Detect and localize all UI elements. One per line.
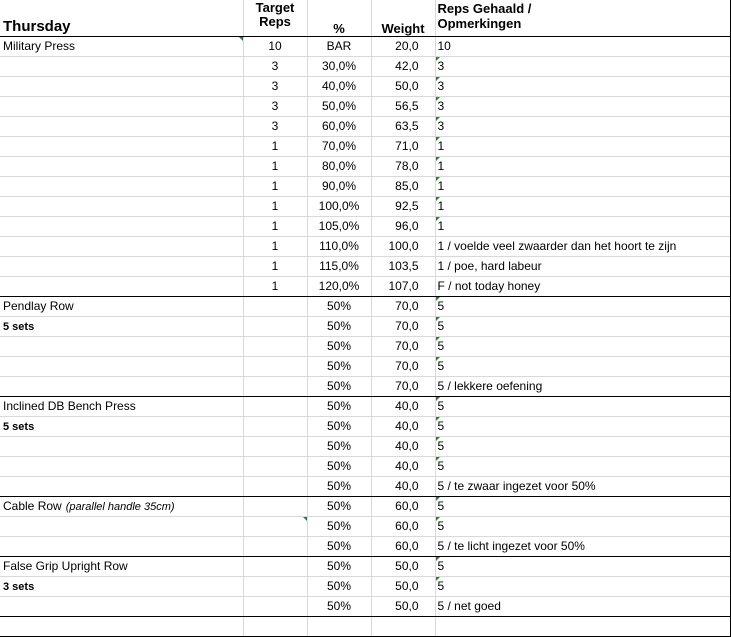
exercise-empty-cell[interactable] [0,516,243,536]
table-row [0,476,730,496]
table-row [0,76,730,96]
percent-cell[interactable]: 50% [307,456,371,476]
table-row [0,96,730,116]
table-row [0,216,730,236]
exercise-empty-cell[interactable] [0,236,243,256]
exercise-sets-cell[interactable] [0,576,243,596]
table-row [0,276,730,296]
exercise-empty-cell[interactable] [0,56,243,76]
target-reps-header-line1: Target [255,0,295,15]
result-cell[interactable]: 1 [435,196,730,216]
table-row [0,576,730,596]
exercise-empty-cell[interactable] [0,196,243,216]
weight-cell[interactable]: 60,0 [371,516,435,536]
weight-cell[interactable]: 50,0 [371,556,435,576]
percent-cell[interactable]: 50% [307,436,371,456]
weight-cell[interactable]: 78,0 [371,156,435,176]
exercise-empty-cell[interactable] [0,116,243,136]
result-cell[interactable]: 5 / net goed [435,596,730,616]
result-header-line1: Reps Gehaald / [437,1,532,16]
exercise-empty-cell[interactable] [0,376,243,396]
exercise-empty-cell[interactable] [0,436,243,456]
percent-cell[interactable]: 100,0% [307,196,371,216]
weight-cell[interactable]: 70,0 [371,296,435,316]
target-reps-cell[interactable] [243,356,307,376]
percent-cell[interactable]: 50% [307,536,371,556]
exercise-empty-cell[interactable] [0,176,243,196]
exercise-empty-cell[interactable] [0,76,243,96]
target-reps-cell[interactable]: 1 [243,256,307,276]
percent-cell[interactable]: 50% [307,556,371,576]
table-row [0,236,730,256]
exercise-sets: 5 sets [3,421,35,433]
exercise-empty-cell[interactable] [0,96,243,116]
result-cell[interactable]: 5 [435,396,730,416]
weight-cell[interactable]: 70,0 [371,336,435,356]
weight-cell[interactable]: 50,0 [371,576,435,596]
weight-cell[interactable]: 40,0 [371,476,435,496]
target-reps-cell[interactable]: 1 [243,176,307,196]
percent-cell[interactable]: 50% [307,376,371,396]
table-row [0,456,730,476]
empty-row [0,616,730,636]
target-reps-header[interactable] [243,0,307,36]
exercise-name-cell[interactable] [0,396,243,416]
empty-cell[interactable] [371,616,435,636]
percent-cell[interactable]: 50,0% [307,96,371,116]
table-row [0,176,730,196]
target-reps-cell[interactable]: 3 [243,76,307,96]
result-cell[interactable]: 1 [435,156,730,176]
table-row [0,536,730,556]
weight-cell[interactable]: 70,0 [371,356,435,376]
table-row [0,416,730,436]
result-cell[interactable]: 5 / te zwaar ingezet voor 50% [435,476,730,496]
exercise-name: False Grip Upright Row [3,559,128,573]
exercise-name: Pendlay Row [3,299,74,313]
table-row [0,156,730,176]
result-cell[interactable]: 5 / te licht ingezet voor 50% [435,536,730,556]
percent-cell[interactable]: 40,0% [307,76,371,96]
target-reps-cell[interactable] [243,596,307,616]
result-header[interactable] [435,0,730,36]
percent-cell[interactable]: 115,0% [307,256,371,276]
target-reps-cell[interactable] [243,536,307,556]
target-reps-cell[interactable] [243,516,307,536]
percent-cell[interactable]: 50% [307,496,371,516]
result-cell[interactable]: 3 [435,96,730,116]
weight-cell[interactable]: 100,0 [371,236,435,256]
weight-cell[interactable]: 107,0 [371,276,435,296]
percent-cell[interactable]: 50% [307,396,371,416]
table-row [0,356,730,376]
weight-cell[interactable]: 103,5 [371,256,435,276]
exercise-name-cell[interactable] [0,36,243,56]
weight-cell[interactable]: 71,0 [371,136,435,156]
target-reps-cell[interactable]: 10 [243,36,307,56]
table-row [0,136,730,156]
exercise-empty-cell[interactable] [0,256,243,276]
percent-cell[interactable]: 30,0% [307,56,371,76]
target-reps-cell[interactable]: 1 [243,236,307,256]
result-cell[interactable]: F / not today honey [435,276,730,296]
table-row [0,256,730,276]
weight-cell[interactable]: 40,0 [371,456,435,476]
exercise-sets: 5 sets [3,321,35,333]
table-row [0,516,730,536]
exercise-empty-cell[interactable] [0,136,243,156]
table-row [0,496,730,516]
percent-cell[interactable]: 50% [307,596,371,616]
result-cell[interactable]: 5 [435,456,730,476]
weight-cell[interactable]: 85,0 [371,176,435,196]
percent-header[interactable]: % [307,0,371,36]
header-row [0,0,730,36]
target-reps-cell[interactable]: 3 [243,56,307,76]
result-cell[interactable]: 5 [435,496,730,516]
result-cell[interactable]: 1 [435,216,730,236]
empty-cell[interactable] [0,616,243,636]
result-cell[interactable]: 5 / lekkere oefening [435,376,730,396]
percent-cell[interactable]: 50% [307,356,371,376]
table-row [0,56,730,76]
empty-cell[interactable] [435,616,730,636]
result-header-line2: Opmerkingen [437,16,522,31]
weight-cell[interactable]: 50,0 [371,76,435,96]
table-row [0,596,730,616]
percent-cell[interactable]: 60,0% [307,116,371,136]
table-row [0,556,730,576]
weight-cell[interactable]: 40,0 [371,396,435,416]
percent-cell[interactable]: 110,0% [307,236,371,256]
weight-cell[interactable]: 20,0 [371,36,435,56]
percent-cell[interactable]: BAR [307,36,371,56]
result-cell[interactable]: 1 / voelde veel zwaarder dan het hoort te zijn [435,236,730,256]
target-reps-cell[interactable] [243,436,307,456]
percent-cell[interactable]: 50% [307,336,371,356]
result-cell[interactable]: 10 [435,36,730,56]
table-row [0,196,730,216]
weight-cell[interactable]: 92,5 [371,196,435,216]
weight-cell[interactable]: 96,0 [371,216,435,236]
result-cell[interactable]: 1 [435,176,730,196]
exercise-sets-cell[interactable] [0,416,243,436]
target-reps-cell[interactable]: 1 [243,216,307,236]
result-cell[interactable]: 5 [435,516,730,536]
weight-cell[interactable]: 60,0 [371,536,435,556]
weight-cell[interactable]: 50,0 [371,596,435,616]
result-cell[interactable]: 5 [435,556,730,576]
exercise-empty-cell[interactable] [0,596,243,616]
target-reps-cell[interactable]: 3 [243,116,307,136]
percent-cell[interactable]: 80,0% [307,156,371,176]
result-cell[interactable]: 5 [435,436,730,456]
result-cell[interactable]: 5 [435,296,730,316]
table-row [0,396,730,416]
exercise-note: (parallel handle 35cm) [65,501,175,513]
target-reps-cell[interactable]: 1 [243,156,307,176]
result-cell[interactable]: 5 [435,576,730,596]
exercise-empty-cell[interactable] [0,536,243,556]
exercise-name-cell[interactable] [0,496,243,516]
percent-cell[interactable]: 50% [307,296,371,316]
target-reps-cell[interactable] [243,416,307,436]
exercise-empty-cell[interactable] [0,216,243,236]
percent-cell[interactable]: 50% [307,576,371,596]
result-cell[interactable]: 5 [435,336,730,356]
exercise-name: Inclined DB Bench Press [3,399,136,413]
weight-cell[interactable]: 40,0 [371,416,435,436]
weight-cell[interactable]: 60,0 [371,496,435,516]
exercise-empty-cell[interactable] [0,336,243,356]
target-reps-header-line2: Reps [259,14,291,29]
exercise-empty-cell[interactable] [0,456,243,476]
target-reps-cell[interactable]: 1 [243,136,307,156]
target-reps-cell[interactable] [243,396,307,416]
result-cell[interactable]: 5 [435,416,730,436]
table-row [0,336,730,356]
table-row [0,36,730,56]
weight-header[interactable]: Weight [371,0,435,36]
target-reps-cell[interactable] [243,476,307,496]
percent-cell[interactable]: 50% [307,416,371,436]
table-row [0,436,730,456]
target-reps-cell[interactable] [243,496,307,516]
target-reps-cell[interactable]: 3 [243,96,307,116]
result-cell[interactable]: 1 [435,136,730,156]
target-reps-cell[interactable] [243,336,307,356]
target-reps-cell[interactable] [243,576,307,596]
percent-cell[interactable]: 50% [307,316,371,336]
weight-cell[interactable]: 40,0 [371,436,435,456]
weight-cell[interactable]: 63,5 [371,116,435,136]
percent-cell[interactable]: 120,0% [307,276,371,296]
exercise-name: Cable Row [3,499,62,513]
table-row [0,116,730,136]
weight-cell[interactable]: 42,0 [371,56,435,76]
target-reps-cell[interactable] [243,296,307,316]
percent-cell[interactable]: 70,0% [307,136,371,156]
exercise-name: Military Press [3,39,76,53]
exercise-name-cell[interactable] [0,296,243,316]
percent-cell[interactable]: 105,0% [307,216,371,236]
target-reps-cell[interactable] [243,376,307,396]
empty-cell[interactable] [243,616,307,636]
exercise-sets-cell[interactable] [0,316,243,336]
exercise-empty-cell[interactable] [0,476,243,496]
result-cell[interactable]: 5 [435,356,730,376]
empty-cell[interactable] [307,616,371,636]
result-cell[interactable]: 3 [435,116,730,136]
table-row [0,376,730,396]
weight-cell[interactable]: 70,0 [371,316,435,336]
target-reps-cell[interactable]: 1 [243,196,307,216]
weight-cell[interactable]: 70,0 [371,376,435,396]
result-cell[interactable]: 5 [435,316,730,336]
target-reps-cell[interactable] [243,316,307,336]
exercise-empty-cell[interactable] [0,356,243,376]
percent-cell[interactable]: 90,0% [307,176,371,196]
exercise-name-cell[interactable] [0,556,243,576]
result-cell[interactable]: 3 [435,56,730,76]
exercise-empty-cell[interactable] [0,276,243,296]
weight-cell[interactable]: 56,5 [371,96,435,116]
table-row [0,316,730,336]
percent-cell[interactable]: 50% [307,476,371,496]
result-cell[interactable]: 1 / poe, hard labeur [435,256,730,276]
result-cell[interactable]: 3 [435,76,730,96]
table-row [0,296,730,316]
target-reps-cell[interactable]: 1 [243,276,307,296]
target-reps-cell[interactable] [243,556,307,576]
exercise-empty-cell[interactable] [0,156,243,176]
percent-cell[interactable]: 50% [307,516,371,536]
exercise-sets: 3 sets [3,581,35,593]
target-reps-cell[interactable] [243,456,307,476]
day-title[interactable]: Thursday [0,0,243,36]
